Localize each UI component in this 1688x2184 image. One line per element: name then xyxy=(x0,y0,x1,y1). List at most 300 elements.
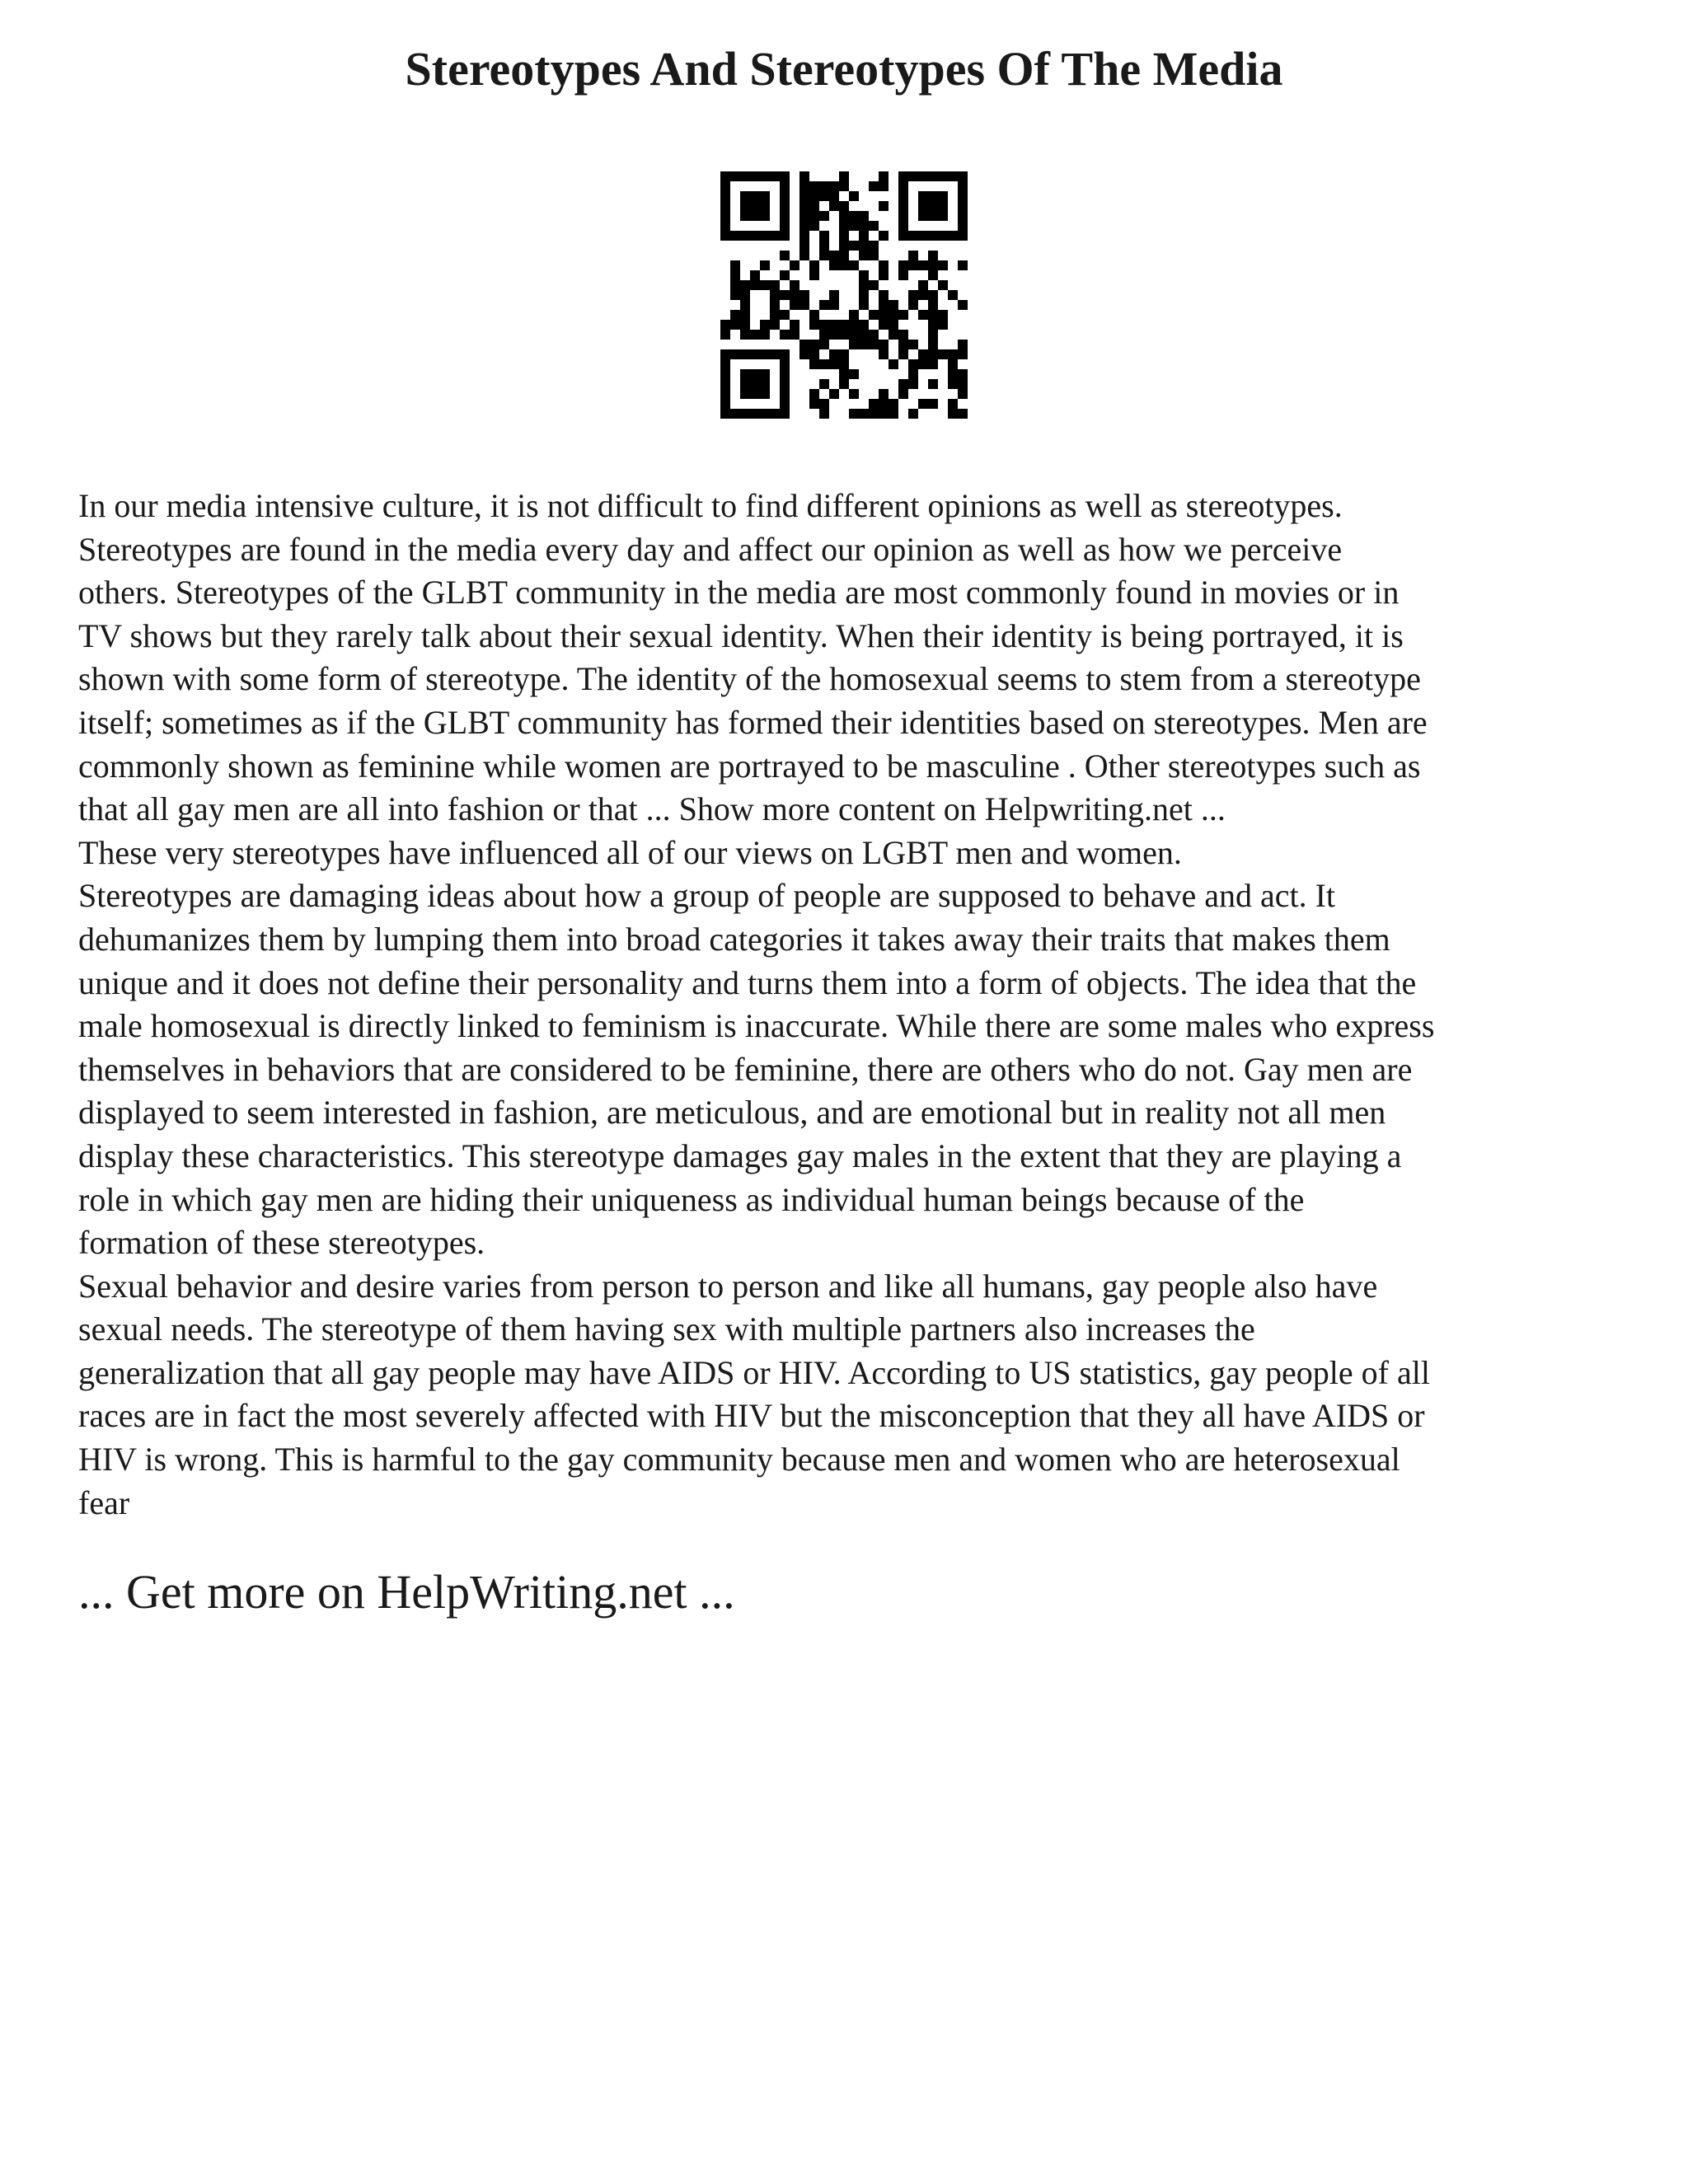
qr-module xyxy=(879,310,889,320)
qr-module xyxy=(928,191,938,201)
article-body xyxy=(78,485,1628,1525)
qr-module xyxy=(829,251,839,260)
qr-module xyxy=(819,300,829,310)
qr-module xyxy=(938,231,948,241)
qr-module xyxy=(928,300,938,310)
qr-module xyxy=(730,280,740,290)
qr-module xyxy=(780,369,790,379)
qr-module xyxy=(829,389,839,399)
qr-module xyxy=(948,231,958,241)
qr-module xyxy=(780,231,790,241)
qr-module xyxy=(799,191,809,201)
qr-module xyxy=(780,330,790,340)
qr-module xyxy=(839,181,849,191)
paragraph-4: Sexual behavior and desire varies from person to person and like all humans, gay people also have sexual needs. The stereotype of them having sex with multiple partners also increases the generalization that all gay people may have AIDS or HIV. According to US statistics, gay people of all races are in fact the most severely affected with HIV but the misconception that they all have AIDS or HIV is wrong. This is harmful to the gay community because men and women who are heterosexual fear xyxy=(78,1267,1430,1521)
qr-module xyxy=(720,171,730,181)
qr-module xyxy=(928,270,938,280)
qr-module xyxy=(928,349,938,359)
qr-module xyxy=(918,171,928,181)
qr-module xyxy=(859,221,869,231)
qr-module xyxy=(740,171,750,181)
qr-module xyxy=(720,181,730,191)
qr-module xyxy=(849,340,859,349)
qr-module xyxy=(750,201,760,211)
qr-module xyxy=(750,191,760,201)
qr-module xyxy=(809,260,819,270)
qr-module xyxy=(750,349,760,359)
qr-module xyxy=(898,310,908,320)
qr-module xyxy=(770,320,780,330)
qr-module xyxy=(809,349,819,359)
qr-module xyxy=(938,171,948,181)
qr-module xyxy=(720,389,730,399)
qr-module xyxy=(928,290,938,300)
qr-module xyxy=(958,349,968,359)
qr-module xyxy=(869,310,879,320)
qr-module xyxy=(799,171,809,181)
qr-module xyxy=(938,320,948,330)
qr-module xyxy=(740,211,750,221)
qr-module xyxy=(908,290,918,300)
qr-module xyxy=(760,280,770,290)
qr-module xyxy=(889,399,898,409)
qr-module xyxy=(849,241,859,251)
qr-module xyxy=(790,300,799,310)
qr-module xyxy=(760,191,770,201)
qr-module xyxy=(780,359,790,369)
qr-module xyxy=(898,340,908,349)
qr-module xyxy=(750,171,760,181)
qr-module xyxy=(770,310,780,320)
qr-module xyxy=(958,369,968,379)
qr-module xyxy=(740,409,750,419)
qr-module xyxy=(720,359,730,369)
qr-module xyxy=(918,310,928,320)
qr-module xyxy=(849,310,859,320)
qr-module xyxy=(720,409,730,419)
qr-module xyxy=(819,231,829,241)
qr-module xyxy=(869,251,879,260)
qr-module xyxy=(849,389,859,399)
qr-module xyxy=(809,221,819,231)
qr-module xyxy=(898,330,908,340)
qr-module xyxy=(750,211,760,221)
qr-module xyxy=(780,181,790,191)
qr-module xyxy=(760,171,770,181)
qr-module xyxy=(869,280,879,290)
qr-module xyxy=(898,181,908,191)
paragraph-2: These very stereotypes have influenced all of our views on LGBT men and women. xyxy=(78,833,1182,871)
qr-module xyxy=(760,211,770,221)
qr-module xyxy=(869,330,879,340)
qr-module xyxy=(879,389,889,399)
qr-module xyxy=(809,359,819,369)
qr-module xyxy=(859,320,869,330)
qr-module xyxy=(720,211,730,221)
qr-module xyxy=(869,181,879,191)
qr-module xyxy=(859,290,869,300)
qr-module xyxy=(938,349,948,359)
qr-module xyxy=(750,409,760,419)
qr-module xyxy=(898,349,908,359)
qr-module xyxy=(889,409,898,419)
qr-module xyxy=(918,231,928,241)
qr-module xyxy=(829,201,839,211)
qr-code-graphic xyxy=(720,171,968,419)
qr-module xyxy=(819,340,829,349)
qr-module xyxy=(780,191,790,201)
qr-module xyxy=(790,260,799,270)
qr-module xyxy=(889,359,898,369)
qr-module xyxy=(780,349,790,359)
qr-module xyxy=(809,181,819,191)
qr-module xyxy=(958,171,968,181)
qr-module xyxy=(898,191,908,201)
qr-module xyxy=(918,191,928,201)
qr-module xyxy=(750,330,760,340)
qr-module xyxy=(819,359,829,369)
qr-module xyxy=(790,320,799,330)
qr-module xyxy=(908,359,918,369)
qr-module xyxy=(730,290,740,300)
qr-module xyxy=(938,201,948,211)
qr-module xyxy=(809,320,819,330)
qr-module xyxy=(859,280,869,290)
qr-module xyxy=(849,191,859,201)
qr-module xyxy=(918,260,928,270)
qr-module xyxy=(879,300,889,310)
qr-module xyxy=(948,379,958,389)
qr-code-icon xyxy=(720,171,968,419)
qr-module xyxy=(799,211,809,221)
qr-module xyxy=(720,330,730,340)
qr-module xyxy=(938,260,948,270)
qr-module xyxy=(908,300,918,310)
qr-module xyxy=(928,359,938,369)
qr-module xyxy=(958,191,968,201)
qr-module xyxy=(879,409,889,419)
qr-module xyxy=(928,340,938,349)
qr-module xyxy=(819,211,829,221)
qr-module xyxy=(879,399,889,409)
qr-module xyxy=(869,399,879,409)
qr-module xyxy=(780,270,790,280)
qr-module xyxy=(750,270,760,280)
qr-module xyxy=(948,171,958,181)
qr-module xyxy=(740,191,750,201)
qr-module xyxy=(809,340,819,349)
qr-module xyxy=(898,201,908,211)
qr-module xyxy=(809,389,819,399)
qr-module xyxy=(869,221,879,231)
qr-module xyxy=(958,201,968,211)
qr-module xyxy=(760,231,770,241)
qr-module xyxy=(908,340,918,349)
qr-module xyxy=(889,300,898,310)
qr-module xyxy=(799,251,809,260)
qr-module xyxy=(918,399,928,409)
qr-module xyxy=(958,340,968,349)
qr-module xyxy=(799,340,809,349)
qr-module xyxy=(780,251,790,260)
qr-module xyxy=(730,349,740,359)
qr-module xyxy=(770,409,780,419)
qr-module xyxy=(859,241,869,251)
qr-module xyxy=(849,211,859,221)
qr-module xyxy=(879,181,889,191)
qr-module xyxy=(879,260,889,270)
qr-module xyxy=(839,171,849,181)
qr-module xyxy=(898,211,908,221)
qr-module xyxy=(948,369,958,379)
qr-module xyxy=(898,231,908,241)
qr-module xyxy=(780,379,790,389)
qr-module xyxy=(740,330,750,340)
qr-module xyxy=(928,201,938,211)
qr-module xyxy=(799,241,809,251)
qr-module xyxy=(879,171,889,181)
qr-module xyxy=(829,359,839,369)
qr-module xyxy=(908,379,918,389)
qr-module xyxy=(859,340,869,349)
qr-module xyxy=(879,340,889,349)
qr-module xyxy=(948,349,958,359)
qr-module xyxy=(958,211,968,221)
qr-module xyxy=(770,290,780,300)
qr-module xyxy=(799,201,809,211)
qr-module xyxy=(809,191,819,201)
qr-module xyxy=(799,300,809,310)
qr-module xyxy=(839,211,849,221)
qr-module xyxy=(750,379,760,389)
qr-module xyxy=(928,251,938,260)
qr-module xyxy=(730,260,740,270)
qr-module xyxy=(750,231,760,241)
qr-module xyxy=(730,231,740,241)
qr-module xyxy=(799,181,809,191)
qr-module xyxy=(869,241,879,251)
qr-module xyxy=(780,409,790,419)
qr-module xyxy=(819,251,829,260)
qr-module xyxy=(780,399,790,409)
qr-module xyxy=(819,181,829,191)
qr-module xyxy=(839,201,849,211)
qr-module xyxy=(948,409,958,419)
qr-module xyxy=(740,320,750,330)
qr-module xyxy=(829,260,839,270)
qr-module xyxy=(928,320,938,330)
qr-module xyxy=(760,379,770,389)
qr-module xyxy=(928,260,938,270)
qr-module xyxy=(859,251,869,260)
qr-module xyxy=(760,201,770,211)
qr-module xyxy=(730,310,740,320)
qr-module xyxy=(958,260,968,270)
qr-module xyxy=(839,251,849,260)
qr-module xyxy=(898,379,908,389)
qr-module xyxy=(918,201,928,211)
qr-module xyxy=(760,409,770,419)
qr-module xyxy=(839,320,849,330)
qr-module xyxy=(720,191,730,201)
qr-module xyxy=(720,379,730,389)
qr-module xyxy=(928,211,938,221)
qr-module xyxy=(918,359,928,369)
qr-module xyxy=(958,221,968,231)
qr-module xyxy=(799,221,809,231)
qr-module xyxy=(720,369,730,379)
qr-module xyxy=(859,231,869,241)
qr-module xyxy=(780,389,790,399)
qr-module xyxy=(730,409,740,419)
qr-module xyxy=(760,349,770,359)
qr-module xyxy=(898,389,908,399)
qr-module xyxy=(730,270,740,280)
qr-module xyxy=(819,191,829,201)
qr-module xyxy=(740,231,750,241)
qr-module xyxy=(829,320,839,330)
qr-module xyxy=(819,241,829,251)
qr-module xyxy=(790,290,799,300)
qr-module xyxy=(948,290,958,300)
qr-module xyxy=(898,171,908,181)
qr-module xyxy=(799,290,809,300)
qr-module xyxy=(760,389,770,399)
qr-module xyxy=(829,191,839,201)
qr-module xyxy=(740,201,750,211)
qr-module xyxy=(879,231,889,241)
qr-module xyxy=(780,221,790,231)
qr-module xyxy=(799,231,809,241)
qr-module xyxy=(770,280,780,290)
qr-module xyxy=(928,330,938,340)
qr-module xyxy=(898,221,908,231)
qr-module xyxy=(928,231,938,241)
qr-module xyxy=(720,201,730,211)
qr-module xyxy=(760,330,770,340)
qr-module xyxy=(730,320,740,330)
qr-module xyxy=(839,330,849,340)
qr-module xyxy=(839,260,849,270)
paragraph-3: Stereotypes are damaging ideas about how a group of people are supposed to behave and act. It dehumanizes them by lumping them into broad categories it takes away their traits that makes them unique and it does not define their personality and turns them into a form of objects. The idea that the male homosexual is directly linked to feminism is inaccurate. While there are some males who express themselves in behaviors that are considered to be feminine, there are others who do not. Gay men are displayed to seem interested in fashion, are meticulous, and are emotional but in reality not all men display these characteristics. This stereotype damages gay males in the extent that they are playing a role in which gay men are hiding their uniqueness as individual human beings because of the formation of these stereotypes. xyxy=(78,877,1435,1262)
qr-module xyxy=(760,320,770,330)
qr-module xyxy=(839,221,849,231)
qr-module xyxy=(819,399,829,409)
qr-module xyxy=(918,290,928,300)
qr-module xyxy=(879,349,889,359)
qr-module xyxy=(750,369,760,379)
paragraph-1: In our media intensive culture, it is not difficult to find different opinions as well as stereotypes. Stereotypes are found in the media every day and affect our opinion as well as how we perceive others. Stereotypes of the GLBT community in the media are most commonly found in movies or in TV shows but they rarely talk about their sexual identity. When their identity is being portrayed, it is shown with some form of stereotype. The identity of the homosexual seems to stem from a stereotype itself; sometimes as if the GLBT community has formed their identities based on stereotypes. Men are commonly shown as feminine while women are portrayed to be masculine . Other stereotypes such as that all gay men are all into fashion or that ... Show more content on Helpwriting.net ... xyxy=(78,487,1428,828)
qr-module xyxy=(809,310,819,320)
qr-module xyxy=(740,300,750,310)
qr-module xyxy=(958,231,968,241)
qr-module xyxy=(938,310,948,320)
qr-module xyxy=(849,260,859,270)
qr-module xyxy=(859,330,869,340)
qr-module xyxy=(869,409,879,419)
qr-module xyxy=(908,409,918,419)
qr-module xyxy=(740,290,750,300)
qr-module xyxy=(839,369,849,379)
qr-module xyxy=(958,300,968,310)
qr-module xyxy=(780,310,790,320)
qr-module xyxy=(770,231,780,241)
qr-module xyxy=(829,300,839,310)
qr-module xyxy=(869,340,879,349)
qr-module xyxy=(760,369,770,379)
qr-module xyxy=(730,171,740,181)
qr-module xyxy=(928,171,938,181)
qr-module xyxy=(819,330,829,340)
qr-module xyxy=(720,231,730,241)
qr-module xyxy=(958,389,968,399)
qr-module xyxy=(908,171,918,181)
qr-module xyxy=(740,379,750,389)
qr-module xyxy=(908,369,918,379)
qr-module xyxy=(859,300,869,310)
page-title: Stereotypes And Stereotypes Of The Media xyxy=(405,42,1283,96)
qr-module xyxy=(918,349,928,359)
get-more-link[interactable]: ... Get more on HelpWriting.net ... xyxy=(78,1565,735,1619)
qr-module xyxy=(908,260,918,270)
qr-module xyxy=(898,270,908,280)
qr-module xyxy=(948,399,958,409)
qr-module xyxy=(918,280,928,290)
qr-module xyxy=(879,320,889,330)
qr-module xyxy=(720,221,730,231)
qr-module xyxy=(839,349,849,359)
qr-module xyxy=(720,320,730,330)
qr-module xyxy=(829,181,839,191)
qr-module xyxy=(819,320,829,330)
qr-module xyxy=(859,409,869,419)
qr-module xyxy=(829,330,839,340)
qr-module xyxy=(750,280,760,290)
qr-module xyxy=(750,389,760,399)
qr-module xyxy=(780,201,790,211)
qr-module xyxy=(849,409,859,419)
qr-module xyxy=(799,349,809,359)
qr-module xyxy=(760,260,770,270)
qr-module xyxy=(839,231,849,241)
qr-module xyxy=(879,201,889,211)
qr-module xyxy=(859,270,869,280)
qr-module xyxy=(819,409,829,419)
qr-module xyxy=(918,211,928,221)
qr-module xyxy=(849,221,859,231)
qr-module xyxy=(809,211,819,221)
qr-module xyxy=(720,349,730,359)
qr-module xyxy=(770,300,780,310)
qr-module xyxy=(938,211,948,221)
qr-module xyxy=(938,280,948,290)
qr-module xyxy=(809,201,819,211)
qr-module xyxy=(889,320,898,330)
qr-module xyxy=(790,330,799,340)
qr-module xyxy=(849,320,859,330)
qr-module xyxy=(819,379,829,389)
qr-module xyxy=(740,349,750,359)
qr-module xyxy=(948,359,958,369)
qr-module xyxy=(740,280,750,290)
qr-module xyxy=(908,231,918,241)
qr-module xyxy=(839,379,849,389)
qr-module xyxy=(958,409,968,419)
qr-module xyxy=(938,191,948,201)
qr-module xyxy=(958,181,968,191)
qr-module xyxy=(908,251,918,260)
qr-module xyxy=(839,241,849,251)
